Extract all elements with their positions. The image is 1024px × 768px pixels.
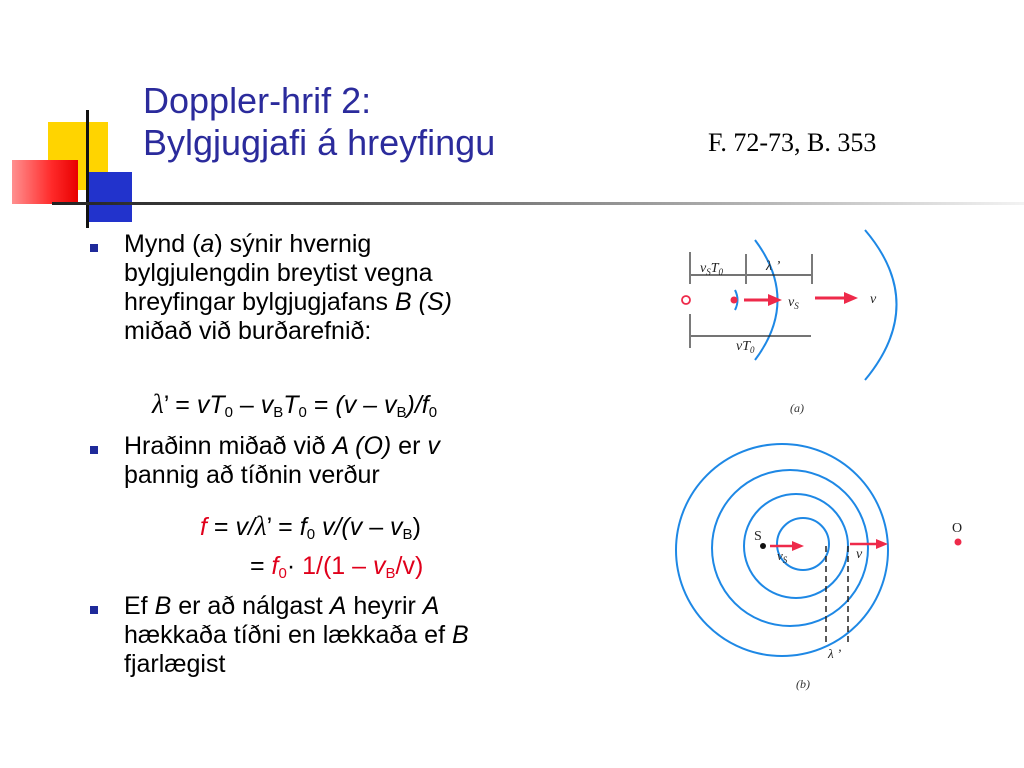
figure-a-label-vsT0: $v_ST_0$ — [700, 261, 724, 277]
bullet-marker-3 — [90, 606, 98, 614]
figure-a-label-lambda: λ ’ — [766, 259, 781, 274]
title-line-1: Doppler-hrif 2: — [143, 80, 372, 121]
figure-a-moving-source — [660, 222, 900, 422]
decor-blue-square — [86, 172, 132, 222]
equation-frequency: f = v/λ’ = $f_0$ $v/(v - v_B)$ — [200, 511, 421, 543]
page-reference: F. 72-73, B. 353 — [708, 128, 877, 157]
bullet-1-line-3: hreyfingar bylgjugjafans B (S) — [124, 288, 452, 316]
figure-a-label-vT0: $vT_0$ — [736, 339, 755, 355]
figure-a-source — [731, 297, 738, 304]
figure-a-label-vs: $v_S$ — [788, 295, 799, 311]
figure-b-label-lambda: λ ’ — [828, 646, 842, 661]
figure-b-label-v: v — [856, 547, 863, 562]
figure-b-caption: (b) — [796, 677, 810, 691]
figure-a-label-v: v — [870, 292, 877, 307]
decor-vertical-line — [86, 110, 89, 228]
bullet-3 — [124, 592, 469, 679]
bullet-1 — [124, 230, 452, 346]
bullet-3-line-1: Ef B er að nálgast A heyrir A — [124, 592, 440, 620]
bullet-marker-2 — [90, 446, 98, 454]
equation-wavelength: λ’ = $vT_0 - v_BT_0 = (v - v_B)/f_0$ — [152, 389, 438, 421]
bullet-1-line-4: miðað við burðarefnið: — [124, 317, 372, 345]
title-line-2: Bylgjugjafi á hreyfingu — [143, 122, 496, 163]
figure-a-caption: (a) — [790, 401, 804, 415]
figure-b-label-vs: $v_S$ — [777, 548, 788, 565]
bullet-2-line-1: Hraðinn miðað við A (O) er v — [124, 432, 440, 460]
bullet-3-line-2: hækkaða tíðni en lækkaða ef B — [124, 621, 469, 649]
figure-b-wavefronts — [630, 442, 980, 704]
bullet-2 — [124, 432, 440, 490]
title-divider — [52, 202, 1024, 205]
figure-b-label-O: O — [952, 521, 963, 536]
bullet-3-line-3: fjarlægist — [124, 650, 226, 678]
slide-title — [143, 80, 663, 164]
bullet-2-line-2: þannig að tíðnin verður — [124, 461, 380, 489]
bullet-1-line-1: Mynd (a) sýnir hvernig — [124, 230, 372, 258]
equation-frequency-result: = $f_0\cdot 1/(1 - v_B/v)$ — [250, 552, 424, 582]
figure-a-observer — [682, 296, 690, 304]
decor-red-bar — [12, 160, 78, 204]
bullet-marker-1 — [90, 244, 98, 252]
bullet-1-line-2: bylgjulengdin breytist vegna — [124, 259, 433, 287]
figure-b-observer — [955, 539, 962, 546]
figure-b-label-S: S — [754, 529, 762, 544]
